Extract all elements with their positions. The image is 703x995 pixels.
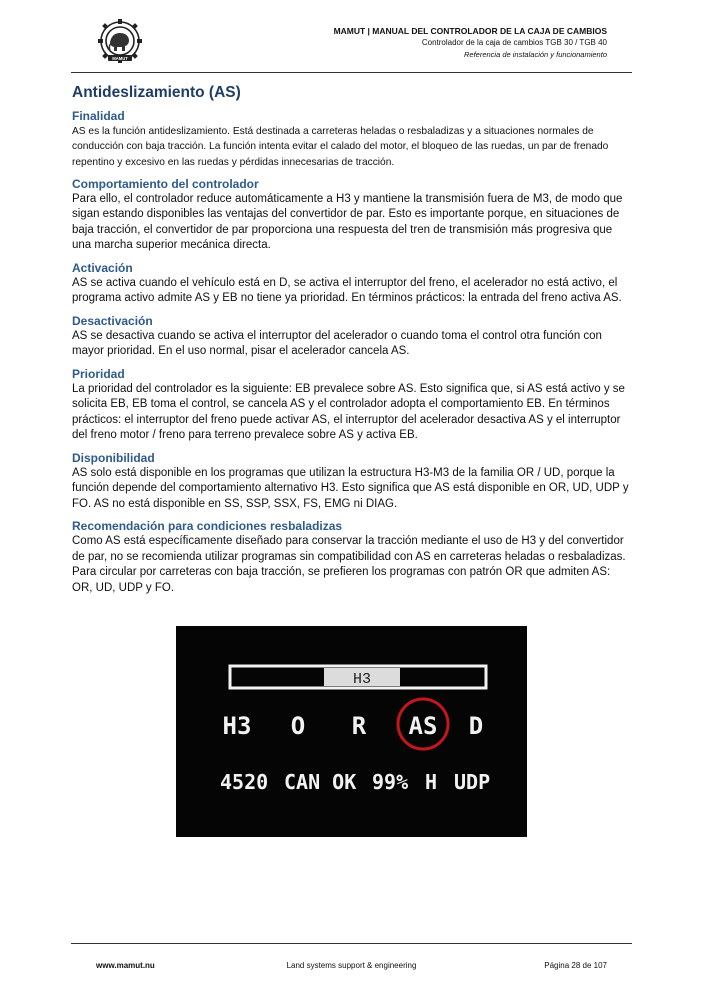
section-body: AS solo está disponible en los programas que utilizan la estructura H3-M3 de la familia OR / UD, porque la función depende del comportamiento alternativo H3. Esto significa que AS está disponible en OR, UD, UDP y FO. AS no está disponible en SS, SSP, SSX, FS, EMG ni DIAG. <box>72 466 629 510</box>
header-subtitle: Controlador de la caja de cambios TGB 30 / TGB 40 <box>421 38 607 47</box>
status-can: CAN OK <box>284 770 357 794</box>
section-heading: Desactivación <box>72 313 153 328</box>
status-percent: 99% <box>372 770 409 794</box>
section-finalidad <box>72 108 632 170</box>
section-comportamiento <box>72 176 632 254</box>
section-disponibilidad <box>72 450 632 513</box>
section-heading: Recomendación para condiciones resbaladizas <box>72 519 343 534</box>
section-heading: Disponibilidad <box>72 450 155 465</box>
section-activacion <box>72 260 632 307</box>
section-heading: Activación <box>72 260 133 275</box>
header-reference: Referencia de instalación y funcionamiento <box>463 50 607 59</box>
section-body: Como AS está específicamente diseñado para conservar la tracción mediante el uso de H3 y del convertidor de par, no se recomienda utilizar programas sin compatibilidad con AS en carreteras heladas o resbaladizas. Para circular por carreteras con baja tracción, se prefieren los programas con patrón OR que admiten AS: OR, UD, UDP y FO. <box>72 535 626 594</box>
gear-bar-label: H3 <box>352 671 372 688</box>
status-program: UDP <box>454 770 491 794</box>
section-prioridad <box>72 366 632 444</box>
status-rpm: 4520 <box>220 770 269 794</box>
section-heading: Prioridad <box>72 366 125 381</box>
footer-tagline: Land systems support & engineering <box>286 961 417 970</box>
section-body: AS se activa cuando el vehículo está en D, se activa el interruptor del freno, el acelerador no está activo, el programa activo admite AS y EB no tiene ya prioridad. En términos prácticos: la entrada del freno activa AS. <box>72 276 622 305</box>
header-divider <box>71 72 632 73</box>
section-body: AS se desactiva cuando se activa el interruptor del acelerador o cuando toma el control otra función con mayor prioridad. En el uso normal, pisar el acelerador cancela AS. <box>72 329 602 358</box>
footer-divider <box>71 943 632 944</box>
page-title: Antideslizamiento (AS) <box>72 84 241 101</box>
section-body: La prioridad del controlador es la siguiente: EB prevalece sobre AS. Esto significa que, si AS está activo y se solicita EB, EB toma el control, se cancela AS y el controlador adopta el comportamiento EB. En términos prácticos: el interruptor del freno puede activar AS, el interruptor del acelerador desactiva AS y el interruptor del freno motor / freno para terreno prevalece sobre AS y activa EB. <box>72 382 625 442</box>
main-content <box>72 84 632 602</box>
section-body: AS es la función antideslizamiento. Está destinada a carreteras heladas o resbaladizas y a situaciones normales de conducción con baja tracción. La función intenta evitar el calado del motor, el bloqueo de las ruedas, un par de frenado repentino y excesivo en las ruedas y pérdidas innecesarias de tracción. <box>72 126 609 168</box>
status-range: H <box>425 770 438 794</box>
logo-text: MAMUT <box>112 56 128 61</box>
mode-r: R <box>351 712 367 740</box>
section-heading: Comportamiento del controlador <box>72 176 259 191</box>
header-title: MAMUT | MANUAL DEL CONTROLADOR DE LA CAJA DE CAMBIOS <box>333 26 607 36</box>
mamut-logo <box>95 18 145 64</box>
footer-page-number: Página 28 de 107 <box>544 961 607 970</box>
mode-h3: H3 <box>222 712 252 740</box>
mode-as: AS <box>408 712 438 740</box>
page-header <box>334 25 607 61</box>
section-heading: Finalidad <box>72 109 125 123</box>
section-recomendacion <box>72 518 632 596</box>
mode-o: O <box>290 712 306 740</box>
section-body: Para ello, el controlador reduce automáticamente a H3 y mantiene la transmisión fuera de M3, de modo que sigan estando disponibles las ventajas del convertidor de par. Esto es importante porque, en situaciones de baja tracción, el convertidor de par proporciona una respuesta del tren de transmisión más progresiva que una marcha superior mecánica directa. <box>72 192 623 252</box>
mode-d: D <box>468 712 484 740</box>
controller-display-image <box>176 626 527 837</box>
section-desactivacion <box>72 313 632 360</box>
footer-website: www.mamut.nu <box>96 961 155 970</box>
